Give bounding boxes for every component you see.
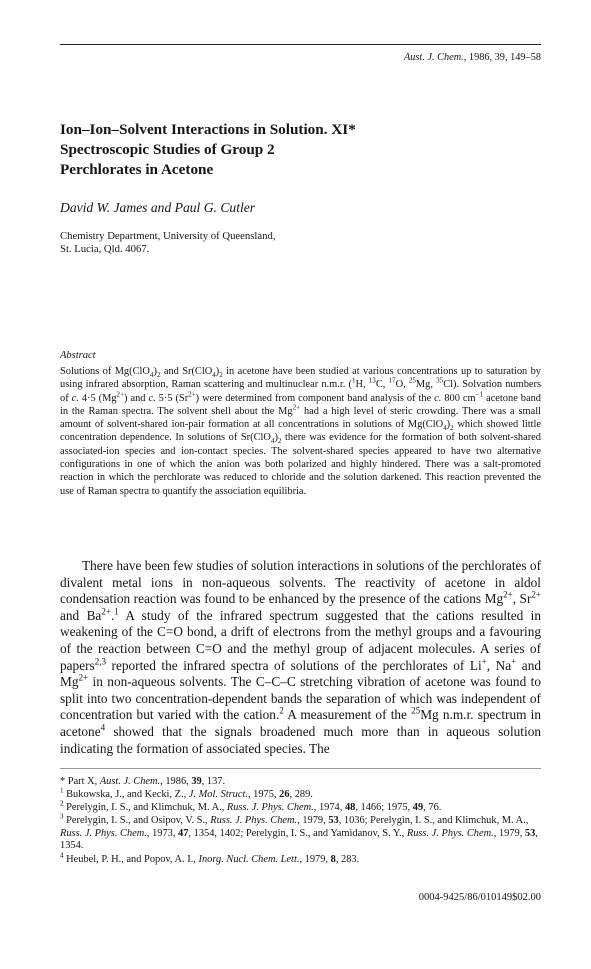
body-paragraph: There have been few studies of solution interactions in solutions of the perchlorates of divalent metal ions in non-aqueous solvents. The reactivity of acetone in aldol condensation reaction was found to be enhanced by the presence of the cations $Mg^{2+}$, $Sr^{2+}$ and $Ba^{2+}.^1$ A study of the infrared spectrum suggested that the cations resulted in weakening of the C=O bond, a drift of electrons from the methyl groups and a favouring of the reaction between C=O and the methyl group of adjacent molecules. A series of papers$^{2,3}$ reported the infrared spectra of solutions of the perchlorates of Li+, Na+ and $Mg^{2+}$ in non-aqueous solvents. The C–C–C stretching vibration of acetone was found to split into two concentration-dependent bands the separation of which was independent of concentration but varied with the cation.$^2$ A measurement of the $^{25}$Mg n.m.r. spectrum in acetone$^4$ showed that the signals broadened much more than in aqueous solution indicating the formation of associated species. The [60, 558, 542, 756]
footnote-2: $^2$ Perelygin, I. S., and Klimchuk, M. A., Russ. J. Phys. Chem., 1974, 48, 1466; 1975, 49, 76. [60, 799, 442, 814]
title-line-2: Spectroscopic Studies of Group 2 [60, 141, 275, 158]
footnote-3: $^3$ Perelygin, I. S., and Osipov, V. S., Russ. J. Phys. Chem., 1979, 53, 1036; Perelygin, I. S., and Klimchuk, M. A., Russ. J. Phys. Chem., 1973, 47, 1354, 1402; Perelygin, I. S., and Yamidanov, S. Y., Russ. J. Phys. Chem., 1979, 53, 1354. [60, 812, 538, 852]
abstract-text: Solutions of $Mg(ClO_4)_2$ and $Sr(ClO_4)_2$ in acetone have been studied at various concentrations up to saturation by using infrared absorption, Raman scattering and multinuclear n.m.r. ($^1$H, $^{13}$C, $^{17}$O, $^{25}$Mg, $^{35}$Cl). Solvation numbers of c. 4·5 $(Mg^{2+})$ and c. 5·5 $(Sr^{2+})$ were determined from component band analysis of the c. 800 $cm^{-1}$ acetone band in the Raman spectra. The solvent shell about the $Mg^{2+}$ had a high level of steric crowding. There was a small amount of solvent-shared ion-pair formation at all concentrations in solutions of $Mg(ClO_4)_2$ which showed little concentration dependence. In solutions of $Sr(ClO_4)_2$ there was evidence for the formation of both solvent-shared associated-ion species and ion-contact species. The solvent-shared species appeared to have two alternative configurations in one of which the anion was both polarized and highly hindered. There was a salt-promoted reaction in which the perchlorate was reduced to chloride and the solution darkened. This reaction prevented the use of Raman spectra to quantify the association equilibria. [60, 366, 542, 497]
paper-title [60, 120, 500, 180]
abstract-heading: Abstract [60, 350, 96, 361]
footnote-1: $^1$ Bukowska, J., and Kecki, Z., J. Mol. Struct., 1975, 26, 289. [60, 786, 313, 801]
journal-name: Aust. J. Chem. [403, 52, 464, 63]
footnotes [60, 776, 541, 867]
article-code: 0004-9425/86/010149$02.00 [418, 892, 541, 903]
authors: David W. James and Paul G. Cutler [60, 200, 256, 215]
affiliation-line-2: St. Lucia, Qld. 4067. [60, 243, 150, 256]
title-line-3: Perchlorates in Acetone [60, 161, 214, 178]
footnote-rule [60, 768, 541, 769]
footnote-star: * Part X, Aust. J. Chem., 1986, 39, 137. [60, 776, 226, 787]
citation-details: , 1986, 39, 149–58 [463, 52, 541, 63]
footnote-4: $^4$ Heubel, P. H., and Popov, A. I., Inorg. Nucl. Chem. Lett., 1979, 8, 283. [60, 851, 360, 865]
affiliation-line-1: Chemistry Department, University of Queensland, [60, 230, 276, 242]
running-head [404, 52, 541, 63]
title-line-1: Ion–Ion–Solvent Interactions in Solution. XI* [60, 121, 356, 138]
header-rule [60, 44, 541, 45]
affiliation [60, 230, 275, 256]
